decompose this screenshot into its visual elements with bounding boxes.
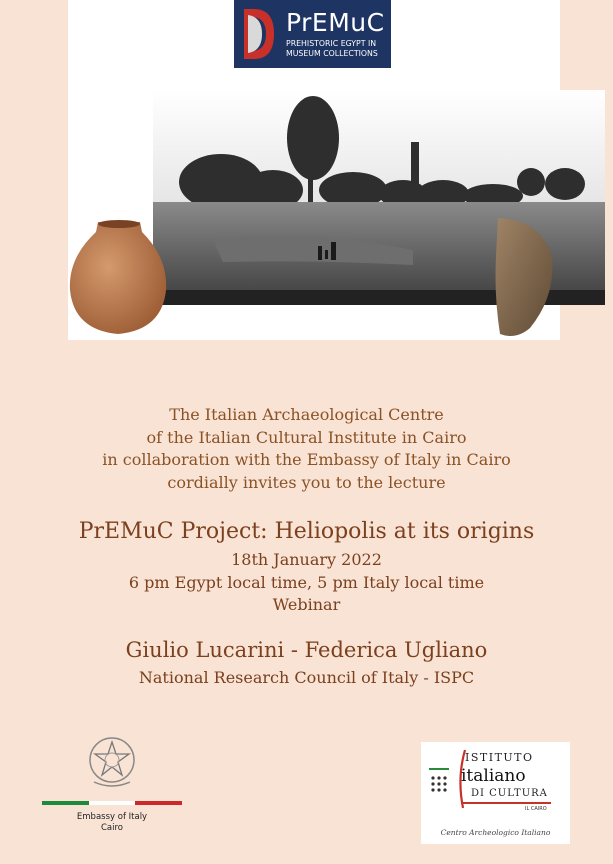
italian-emblem-icon [86, 732, 138, 792]
italian-flag-bar [42, 801, 182, 805]
institute-city: IL CAIRO [525, 806, 547, 812]
speaker-names: Giulio Lucarini - Federica Ugliano [125, 638, 488, 662]
invitation-line: of the Italian Cultural Institute in Cairo [146, 427, 467, 447]
institute-word-italiano: italiano [461, 766, 526, 786]
premuc-logo-title: PrEMuC [286, 8, 385, 37]
lecture-title: PrEMuC Project: Heliopolis at its origins [78, 519, 535, 544]
event-time: 6 pm Egypt local time, 5 pm Italy local time [128, 572, 485, 592]
archaeological-centre-name: Centro Archeologico Italiano [440, 828, 551, 837]
institute-word-istituto: ISTITUTO [465, 751, 534, 764]
event-date: 18th January 2022 [231, 550, 382, 569]
embassy-name [42, 812, 182, 834]
institute-logo [421, 742, 570, 844]
pottery-jar-image [68, 218, 170, 338]
institute-divider [461, 802, 551, 804]
speaker-affiliation: National Research Council of Italy - ISPC [138, 668, 475, 687]
invitation-line: The Italian Archaeological Centre [169, 405, 444, 424]
invitation-text [0, 404, 613, 494]
event-format: Webinar [272, 595, 341, 615]
flint-tool-image [492, 216, 558, 340]
invitation-line: cordially invites you to the lecture [167, 472, 446, 492]
institute-word-cultura: DI CULTURA [471, 788, 548, 799]
event-details [0, 549, 613, 617]
premuc-logo-subtitle [286, 39, 378, 59]
premuc-logo-subtitle-line1: PREHISTORIC EGYPT IN [286, 39, 377, 48]
premuc-logo [234, 0, 391, 68]
embassy-name-line1: Embassy of Italy [76, 812, 148, 822]
embassy-city: Cairo [100, 823, 123, 833]
invitation-line: in collaboration with the Embassy of Italy in Cairo [102, 450, 511, 470]
premuc-logo-mark-icon [240, 5, 276, 63]
premuc-logo-subtitle-line2: MUSEUM COLLECTIONS [286, 49, 378, 58]
